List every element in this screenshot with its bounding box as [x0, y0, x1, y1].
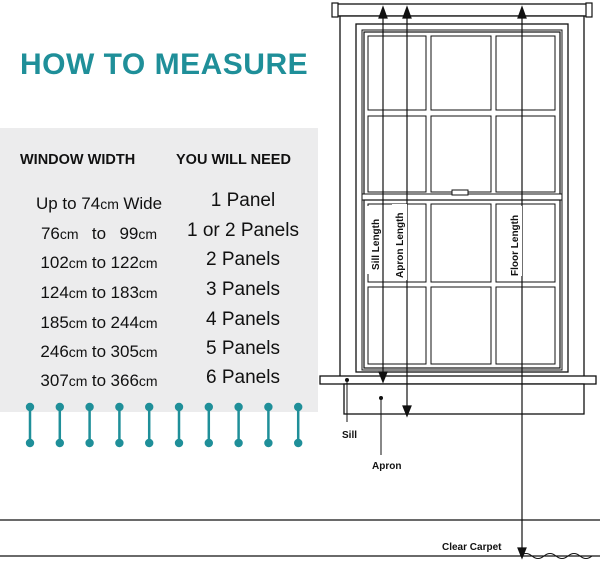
panels-needed: 3 Panels	[206, 279, 280, 300]
width-to-unit: cm	[138, 285, 158, 301]
width-unit: cm	[68, 255, 88, 271]
width-from: 185	[40, 313, 69, 332]
width-unit: cm	[68, 315, 88, 331]
width-from: 102	[40, 253, 69, 272]
width-to-unit: cm	[138, 226, 158, 242]
width-sep: to	[91, 342, 107, 361]
width-sep: to	[91, 313, 107, 332]
width-to: 183	[110, 283, 139, 302]
width-from: 246	[40, 342, 69, 361]
header-window-width: WINDOW WIDTH	[20, 152, 136, 168]
sill-label: Sill	[342, 430, 358, 441]
rod-end	[332, 3, 338, 17]
rod-end	[586, 3, 592, 17]
width-to: 305	[110, 342, 139, 361]
width-sep: to	[91, 371, 107, 390]
sash-lock	[452, 190, 468, 195]
panels-needed: 6 Panels	[206, 367, 280, 388]
width-to-unit: cm	[138, 373, 158, 389]
width-unit: cm	[68, 285, 88, 301]
panels-needed: 4 Panels	[206, 309, 280, 330]
panels-needed: 1 or 2 Panels	[187, 220, 299, 241]
sill-length-label: Sill Length	[371, 218, 382, 270]
width-to: 244	[110, 313, 139, 332]
width-to: Wide	[123, 194, 163, 213]
apron-length-label: Apron Length	[395, 212, 406, 278]
panels-needed: 2 Panels	[206, 249, 280, 270]
page-title: HOW TO MEASURE	[20, 48, 309, 81]
width-to: 99	[119, 224, 139, 243]
panels-needed: 5 Panels	[206, 338, 280, 359]
width-from: Up to 74	[35, 194, 101, 213]
clear-carpet-label: Clear Carpet	[442, 542, 502, 553]
width-unit: cm	[68, 373, 88, 389]
width-to-unit: cm	[138, 344, 158, 360]
header-you-will-need: YOU WILL NEED	[176, 152, 291, 168]
apron-callout-dot	[379, 396, 383, 400]
width-sep: to	[91, 283, 107, 302]
panels-needed: 1 Panel	[210, 190, 276, 211]
floor-length-label: Floor Length	[510, 214, 521, 276]
apron-label: Apron	[372, 461, 402, 472]
width-sep: to	[91, 253, 107, 272]
width-to: 122	[110, 253, 139, 272]
curtain-rod	[336, 4, 590, 16]
width-unit: cm	[100, 196, 119, 212]
width-from: 76	[40, 224, 60, 243]
window-sill	[320, 376, 596, 384]
width-from: 124	[40, 283, 69, 302]
width-from: 307	[40, 371, 69, 390]
width-to: 366	[110, 371, 139, 390]
width-unit: cm	[68, 344, 88, 360]
width-to-unit: cm	[138, 255, 158, 271]
width-unit: cm	[59, 226, 79, 242]
sill-callout-dot	[345, 378, 349, 382]
width-sep: to	[91, 224, 107, 243]
width-to-unit: cm	[138, 315, 158, 331]
